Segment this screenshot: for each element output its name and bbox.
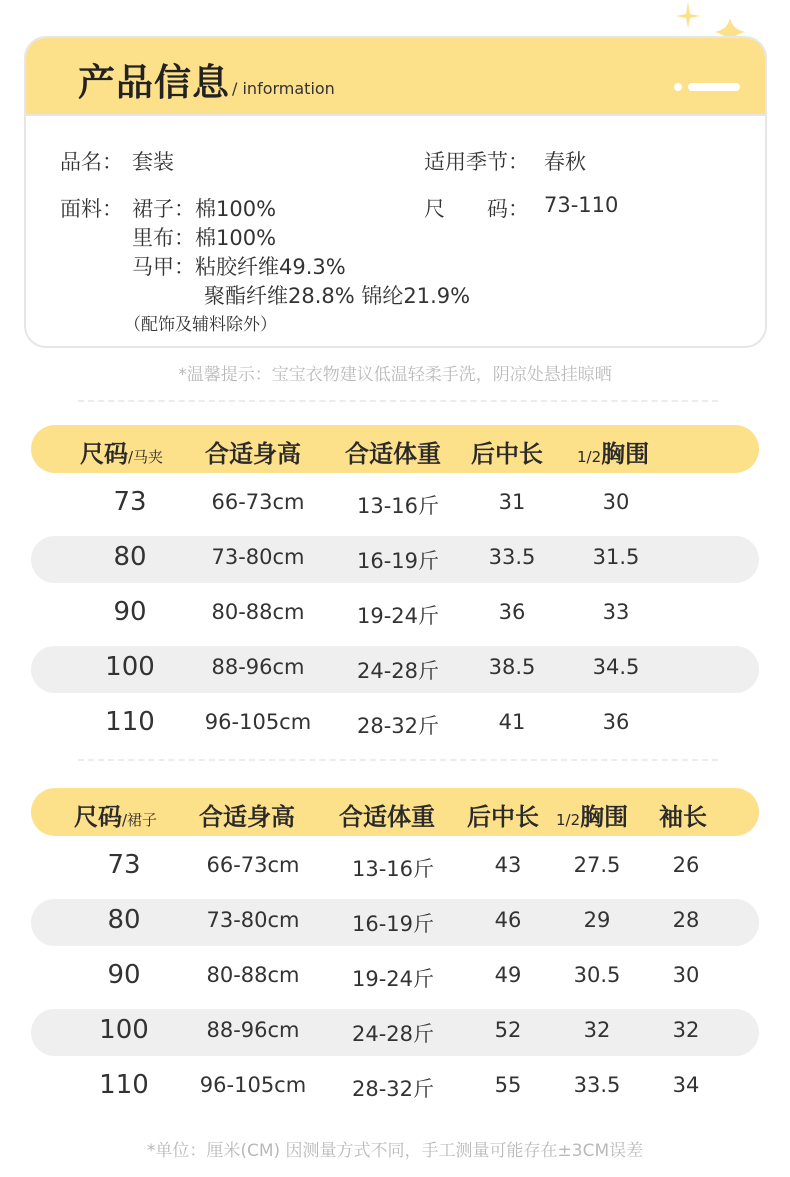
cell-weight: 16-19斤 bbox=[356, 549, 440, 573]
cell-back-length: 41 bbox=[498, 710, 526, 734]
cell-weight: 16-19斤 bbox=[351, 912, 435, 936]
cell-size: 73 bbox=[107, 850, 141, 880]
table-row bbox=[31, 1064, 759, 1111]
vest-table-header bbox=[31, 425, 759, 473]
header-weight: 合适体重 bbox=[339, 803, 435, 831]
cell-size: 73 bbox=[113, 487, 147, 517]
table-row bbox=[31, 591, 759, 638]
fabric-lining: 里布：棉100% bbox=[132, 226, 277, 250]
cell-back-length: 43 bbox=[494, 853, 522, 877]
cell-size: 80 bbox=[113, 542, 147, 572]
cell-weight: 19-24斤 bbox=[356, 604, 440, 628]
footer-note: *单位：厘米(CM) 因测量方式不同，手工测量可能存在±3CM误差 bbox=[146, 1141, 644, 1161]
cell-sleeve: 26 bbox=[672, 853, 700, 877]
cell-height: 88-96cm bbox=[211, 655, 305, 679]
divider bbox=[78, 400, 718, 402]
cell-weight: 13-16斤 bbox=[351, 857, 435, 881]
cell-chest: 32 bbox=[583, 1018, 611, 1042]
product-info-card bbox=[24, 36, 767, 348]
fabric-skirt: 裙子：棉100% bbox=[132, 197, 277, 221]
cell-height: 96-105cm bbox=[204, 710, 312, 734]
cell-weight: 24-28斤 bbox=[351, 1022, 435, 1046]
header-back-length: 后中长 bbox=[471, 440, 543, 468]
cell-chest: 29 bbox=[583, 908, 611, 932]
cell-back-length: 31 bbox=[498, 490, 526, 514]
header-weight: 合适体重 bbox=[345, 440, 441, 468]
cell-chest: 27.5 bbox=[573, 853, 621, 877]
cell-size: 110 bbox=[99, 1070, 149, 1100]
header-height: 合适身高 bbox=[199, 803, 295, 831]
info-subtitle: / information bbox=[232, 79, 335, 98]
cell-size: 100 bbox=[99, 1015, 149, 1045]
cell-weight: 28-32斤 bbox=[351, 1077, 435, 1101]
table-row bbox=[31, 536, 759, 583]
header-size: 尺码/裙子 bbox=[74, 803, 158, 831]
cell-weight: 28-32斤 bbox=[356, 714, 440, 738]
cell-chest: 34.5 bbox=[592, 655, 640, 679]
vest-table-body bbox=[31, 481, 759, 748]
size-label: 尺 码： bbox=[424, 197, 529, 221]
header-line-decoration bbox=[688, 83, 740, 91]
cell-weight: 24-28斤 bbox=[356, 659, 440, 683]
cell-chest: 36 bbox=[602, 710, 630, 734]
cell-sleeve: 34 bbox=[672, 1073, 700, 1097]
cell-chest: 31.5 bbox=[592, 545, 640, 569]
cell-size: 100 bbox=[105, 652, 155, 682]
cell-chest: 30.5 bbox=[573, 963, 621, 987]
care-tip: *温馨提示：宝宝衣物建议低温轻柔手洗，阴凉处悬挂晾晒 bbox=[178, 365, 612, 385]
cell-size: 90 bbox=[107, 960, 141, 990]
name-value: 套装 bbox=[132, 150, 174, 174]
cell-weight: 13-16斤 bbox=[356, 494, 440, 518]
header-chest: 1/2胸围 bbox=[556, 803, 629, 831]
fabric-label: 面料： bbox=[60, 197, 123, 221]
info-title: 产品信息 bbox=[78, 61, 230, 104]
table-row bbox=[31, 899, 759, 946]
cell-chest: 33.5 bbox=[573, 1073, 621, 1097]
header-height: 合适身高 bbox=[205, 440, 301, 468]
cell-size: 80 bbox=[107, 905, 141, 935]
header-sleeve: 袖长 bbox=[659, 803, 707, 831]
cell-chest: 30 bbox=[602, 490, 630, 514]
fabric-note: （配饰及辅料除外） bbox=[124, 315, 277, 335]
cell-weight: 19-24斤 bbox=[351, 967, 435, 991]
skirt-table-body bbox=[31, 844, 759, 1111]
skirt-size-table bbox=[31, 788, 759, 1111]
cell-height: 73-80cm bbox=[211, 545, 305, 569]
cell-back-length: 55 bbox=[494, 1073, 522, 1097]
header-back-length: 后中长 bbox=[467, 803, 539, 831]
cell-size: 110 bbox=[105, 707, 155, 737]
name-label: 品名： bbox=[60, 150, 123, 174]
cell-back-length: 49 bbox=[494, 963, 522, 987]
cell-height: 96-105cm bbox=[199, 1073, 307, 1097]
season-value: 春秋 bbox=[544, 150, 586, 174]
header-size: 尺码/马夹 bbox=[80, 440, 164, 468]
cell-height: 66-73cm bbox=[206, 853, 300, 877]
cell-size: 90 bbox=[113, 597, 147, 627]
fabric-vest-continued: 聚酯纤维28.8% 锦纶21.9% bbox=[204, 284, 471, 308]
divider bbox=[78, 759, 718, 761]
info-header bbox=[26, 38, 765, 116]
cell-height: 73-80cm bbox=[206, 908, 300, 932]
cell-back-length: 38.5 bbox=[488, 655, 536, 679]
cell-height: 88-96cm bbox=[206, 1018, 300, 1042]
table-row bbox=[31, 1009, 759, 1056]
header-chest: 1/2胸围 bbox=[577, 440, 650, 468]
season-label: 适用季节： bbox=[424, 150, 529, 174]
table-row bbox=[31, 844, 759, 891]
skirt-table-header bbox=[31, 788, 759, 836]
fabric-vest: 马甲：粘胶纤维49.3% bbox=[132, 255, 346, 279]
table-row bbox=[31, 701, 759, 748]
cell-chest: 33 bbox=[602, 600, 630, 624]
cell-height: 80-88cm bbox=[211, 600, 305, 624]
table-row bbox=[31, 481, 759, 528]
header-dot-decoration bbox=[674, 83, 682, 91]
cell-back-length: 52 bbox=[494, 1018, 522, 1042]
table-row bbox=[31, 646, 759, 693]
cell-sleeve: 32 bbox=[672, 1018, 700, 1042]
cell-back-length: 33.5 bbox=[488, 545, 536, 569]
table-row bbox=[31, 954, 759, 1001]
cell-back-length: 36 bbox=[498, 600, 526, 624]
cell-back-length: 46 bbox=[494, 908, 522, 932]
vest-size-table bbox=[31, 425, 759, 748]
cell-sleeve: 30 bbox=[672, 963, 700, 987]
size-value: 73-110 bbox=[544, 193, 619, 217]
cell-sleeve: 28 bbox=[672, 908, 700, 932]
cell-height: 80-88cm bbox=[206, 963, 300, 987]
cell-height: 66-73cm bbox=[211, 490, 305, 514]
